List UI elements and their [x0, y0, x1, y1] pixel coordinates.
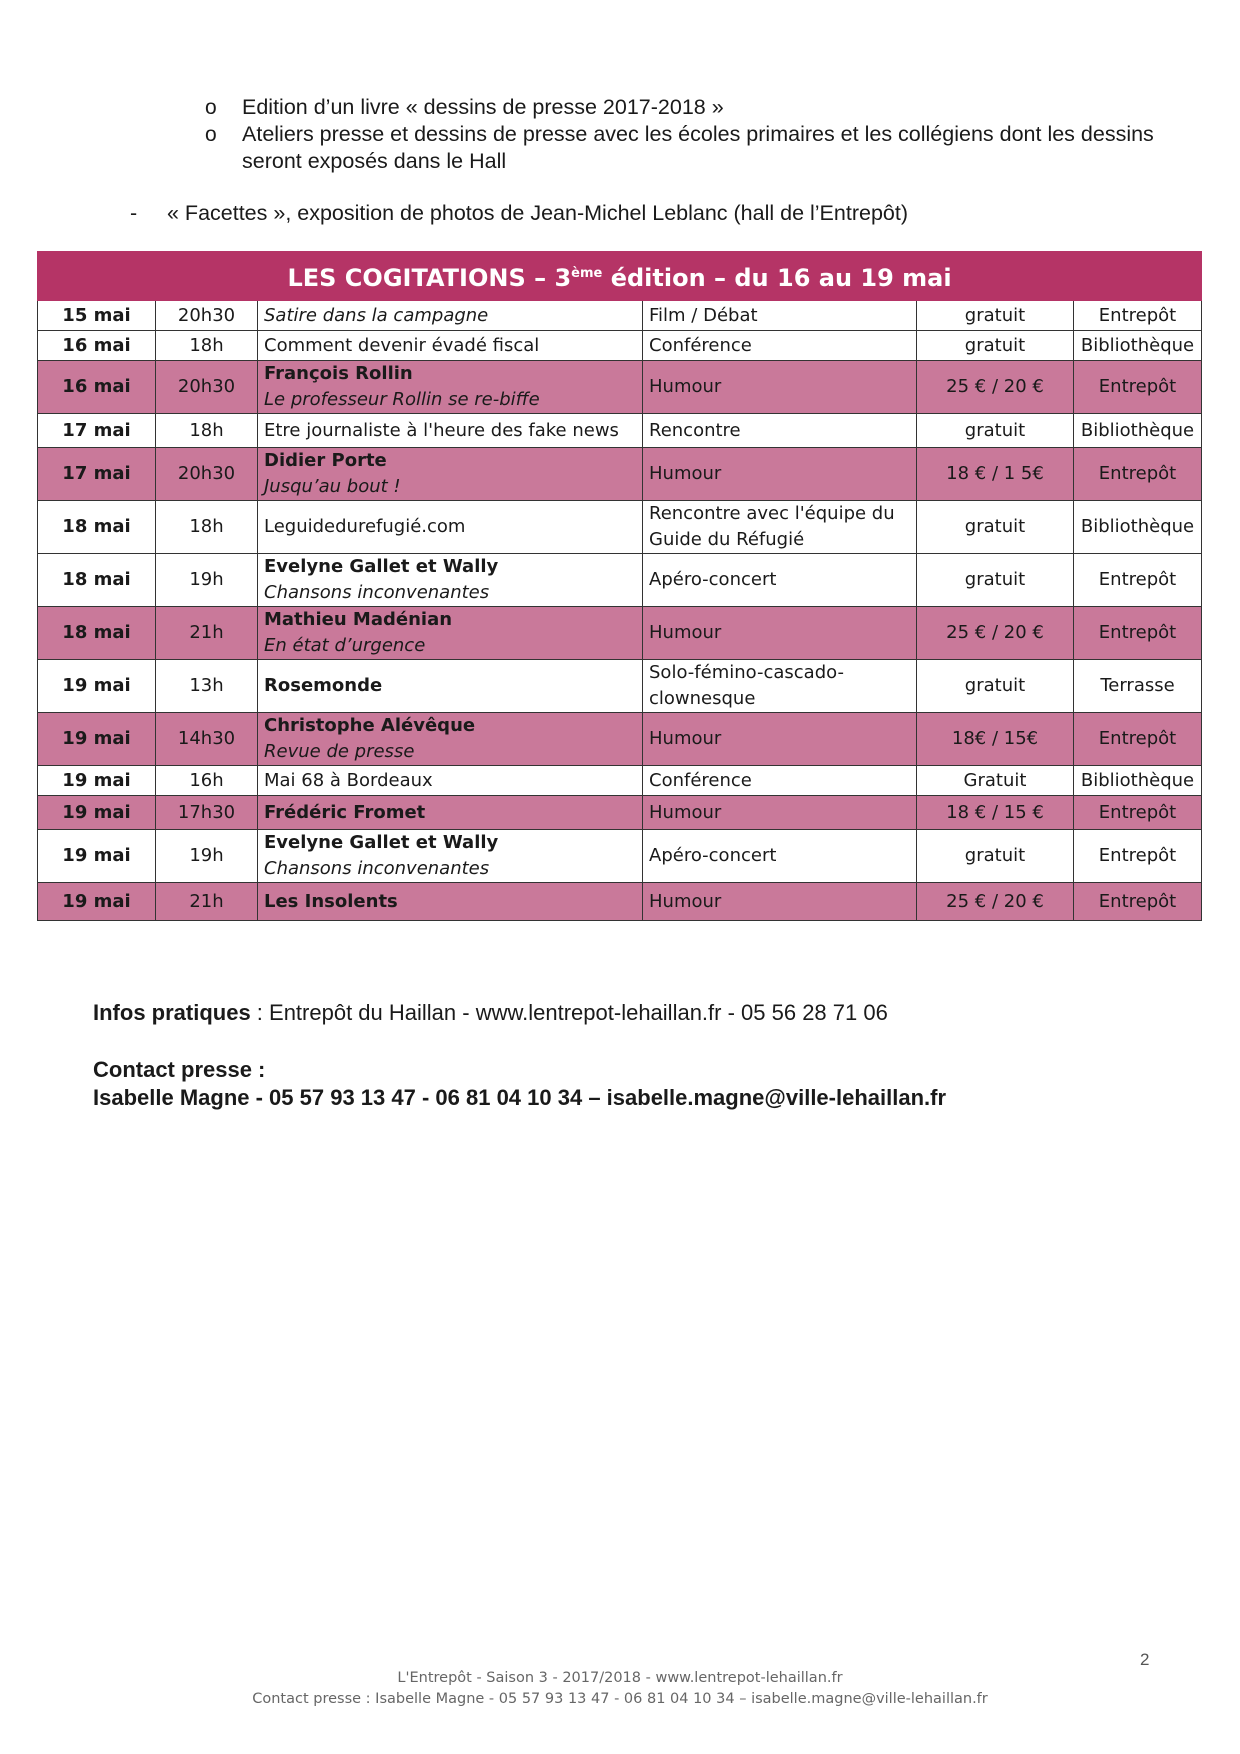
event-title: François Rollin — [264, 363, 413, 384]
event-cell — [258, 301, 643, 331]
time-cell: 21h — [156, 883, 258, 921]
date-cell: 19 mai — [38, 766, 156, 796]
event-title: Christophe Alévêque — [264, 715, 476, 736]
price-cell: gratuit — [917, 501, 1074, 554]
event-title: Frédéric Fromet — [264, 801, 426, 823]
sub-bullet-item — [205, 121, 1165, 175]
event-cell — [258, 660, 643, 713]
event-title: Rosemonde — [264, 675, 383, 696]
event-cell — [258, 361, 643, 414]
event-cell — [258, 766, 643, 796]
event-subtitle: Satire dans la campagne — [264, 304, 489, 326]
contact-presse — [93, 1056, 946, 1112]
type-cell: Humour — [643, 883, 917, 921]
price-cell: 25 € / 20 € — [917, 607, 1074, 660]
bullet-text: Ateliers presse et dessins de presse avec les écoles primaires et les collégiens dont les dessins seront exposés dans le Hall — [242, 122, 1154, 173]
venue-cell: Entrepôt — [1074, 830, 1202, 883]
event-cell — [258, 883, 643, 921]
price-cell: gratuit — [917, 830, 1074, 883]
table-row — [38, 554, 1202, 607]
price-cell: 18 € / 15 € — [917, 796, 1074, 830]
venue-cell: Entrepôt — [1074, 301, 1202, 331]
price-cell: Gratuit — [917, 766, 1074, 796]
venue-cell: Entrepôt — [1074, 554, 1202, 607]
event-subtitle: Chansons inconvenantes — [264, 582, 490, 603]
time-cell: 18h — [156, 501, 258, 554]
event-cell — [258, 713, 643, 766]
page-number: 2 — [1140, 1650, 1150, 1669]
table-header — [38, 252, 1202, 301]
type-cell: Conférence — [643, 766, 917, 796]
date-cell: 16 mai — [38, 331, 156, 361]
price-cell: gratuit — [917, 554, 1074, 607]
circle-bullet-icon: o — [205, 123, 217, 146]
time-cell: 18h — [156, 331, 258, 361]
event-cell — [258, 796, 643, 830]
venue-cell: Bibliothèque — [1074, 766, 1202, 796]
event-name: Leguidedurefugié.com — [264, 516, 466, 537]
time-cell: 14h30 — [156, 713, 258, 766]
venue-cell: Entrepôt — [1074, 448, 1202, 501]
table-row — [38, 713, 1202, 766]
venue-cell: Bibliothèque — [1074, 331, 1202, 361]
venue-cell: Entrepôt — [1074, 361, 1202, 414]
facettes-item — [130, 201, 908, 226]
time-cell: 21h — [156, 607, 258, 660]
date-cell: 18 mai — [38, 554, 156, 607]
event-cell — [258, 554, 643, 607]
type-cell: Rencontre — [643, 414, 917, 448]
program-table — [37, 251, 1202, 921]
event-cell — [258, 331, 643, 361]
venue-cell: Entrepôt — [1074, 607, 1202, 660]
event-subtitle: Revue de presse — [264, 741, 415, 762]
facettes-text: « Facettes », exposition de photos de Jean-Michel Leblanc (hall de l’Entrepôt) — [167, 201, 908, 225]
date-cell: 19 mai — [38, 830, 156, 883]
time-cell: 18h — [156, 414, 258, 448]
date-cell: 19 mai — [38, 713, 156, 766]
table-row — [38, 830, 1202, 883]
bullet-text: Edition d’un livre « dessins de presse 2017-2018 » — [242, 95, 724, 119]
footer-line-2: Contact presse : Isabelle Magne - 05 57 93 13 47 - 06 81 04 10 34 – isabelle.magne@ville-lehaillan.fr — [252, 1691, 988, 1707]
time-cell: 19h — [156, 554, 258, 607]
event-name: Etre journaliste à l'heure des fake news — [264, 419, 619, 441]
table-row — [38, 361, 1202, 414]
table-row — [38, 501, 1202, 554]
type-cell: Solo-fémino-cascado-clownesque — [643, 660, 917, 713]
type-cell: Humour — [643, 448, 917, 501]
date-cell: 19 mai — [38, 796, 156, 830]
sub-bullet-list — [205, 94, 1165, 175]
event-title: Didier Porte — [264, 450, 387, 471]
table-row — [38, 660, 1202, 713]
dash-bullet: - — [130, 201, 138, 225]
price-cell: 25 € / 20 € — [917, 883, 1074, 921]
type-cell: Humour — [643, 713, 917, 766]
type-cell: Rencontre avec l'équipe du Guide du Réfugié — [643, 501, 917, 554]
contact-label: Contact presse : — [93, 1057, 266, 1082]
time-cell: 19h — [156, 830, 258, 883]
table-row — [38, 414, 1202, 448]
event-subtitle: Jusqu’au bout ! — [264, 476, 401, 497]
table-row — [38, 766, 1202, 796]
footer-line-1: L'Entrepôt - Saison 3 - 2017/2018 - www.lentrepot-lehaillan.fr — [397, 1670, 843, 1686]
date-cell: 15 mai — [38, 301, 156, 331]
type-cell: Humour — [643, 796, 917, 830]
price-cell: 18€ / 15€ — [917, 713, 1074, 766]
date-cell: 19 mai — [38, 660, 156, 713]
event-title: Les Insolents — [264, 890, 398, 912]
event-cell — [258, 414, 643, 448]
price-cell: gratuit — [917, 414, 1074, 448]
type-cell: Apéro-concert — [643, 554, 917, 607]
event-cell — [258, 448, 643, 501]
event-title: Evelyne Gallet et Wally — [264, 556, 499, 577]
price-cell: gratuit — [917, 301, 1074, 331]
time-cell: 17h30 — [156, 796, 258, 830]
type-cell: Apéro-concert — [643, 830, 917, 883]
price-cell: 18 € / 1 5€ — [917, 448, 1074, 501]
venue-cell: Terrasse — [1074, 660, 1202, 713]
date-cell: 17 mai — [38, 448, 156, 501]
price-cell: gratuit — [917, 660, 1074, 713]
circle-bullet-icon: o — [205, 96, 217, 119]
venue-cell: Entrepôt — [1074, 713, 1202, 766]
time-cell: 16h — [156, 766, 258, 796]
date-cell: 19 mai — [38, 883, 156, 921]
table-row — [38, 607, 1202, 660]
event-subtitle: En état d’urgence — [264, 635, 426, 656]
infos-label: Infos pratiques — [93, 1000, 251, 1025]
type-cell: Film / Débat — [643, 301, 917, 331]
venue-cell: Entrepôt — [1074, 883, 1202, 921]
time-cell: 20h30 — [156, 361, 258, 414]
type-cell: Humour — [643, 607, 917, 660]
time-cell: 20h30 — [156, 301, 258, 331]
table-title: LES COGITATIONS – 3ème édition – du 16 au 19 mai — [38, 252, 1202, 301]
event-name: Comment devenir évadé fiscal — [264, 334, 540, 356]
sub-bullet-item — [205, 94, 1165, 121]
infos-text: : Entrepôt du Haillan - www.lentrepot-lehaillan.fr - 05 56 28 71 06 — [250, 1000, 888, 1025]
event-subtitle: Chansons inconvenantes — [264, 858, 490, 879]
contact-line: Isabelle Magne - 05 57 93 13 47 - 06 81 04 10 34 – isabelle.magne@ville-lehaillan.fr — [93, 1085, 947, 1110]
table-row — [38, 331, 1202, 361]
event-cell — [258, 830, 643, 883]
venue-cell: Bibliothèque — [1074, 501, 1202, 554]
venue-cell: Bibliothèque — [1074, 414, 1202, 448]
date-cell: 16 mai — [38, 361, 156, 414]
page-footer — [0, 1668, 1240, 1710]
event-title: Mathieu Madénian — [264, 609, 453, 630]
infos-pratiques — [93, 1000, 888, 1026]
date-cell: 17 mai — [38, 414, 156, 448]
table-row — [38, 883, 1202, 921]
type-cell: Humour — [643, 361, 917, 414]
event-cell — [258, 607, 643, 660]
date-cell: 18 mai — [38, 501, 156, 554]
price-cell: 25 € / 20 € — [917, 361, 1074, 414]
event-name: Mai 68 à Bordeaux — [264, 769, 433, 791]
price-cell: gratuit — [917, 331, 1074, 361]
event-subtitle: Le professeur Rollin se re-biffe — [264, 389, 540, 410]
table-row — [38, 448, 1202, 501]
event-title: Evelyne Gallet et Wally — [264, 832, 499, 853]
event-cell — [258, 501, 643, 554]
type-cell: Conférence — [643, 331, 917, 361]
table-row — [38, 796, 1202, 830]
date-cell: 18 mai — [38, 607, 156, 660]
table-row — [38, 301, 1202, 331]
time-cell: 13h — [156, 660, 258, 713]
time-cell: 20h30 — [156, 448, 258, 501]
venue-cell: Entrepôt — [1074, 796, 1202, 830]
